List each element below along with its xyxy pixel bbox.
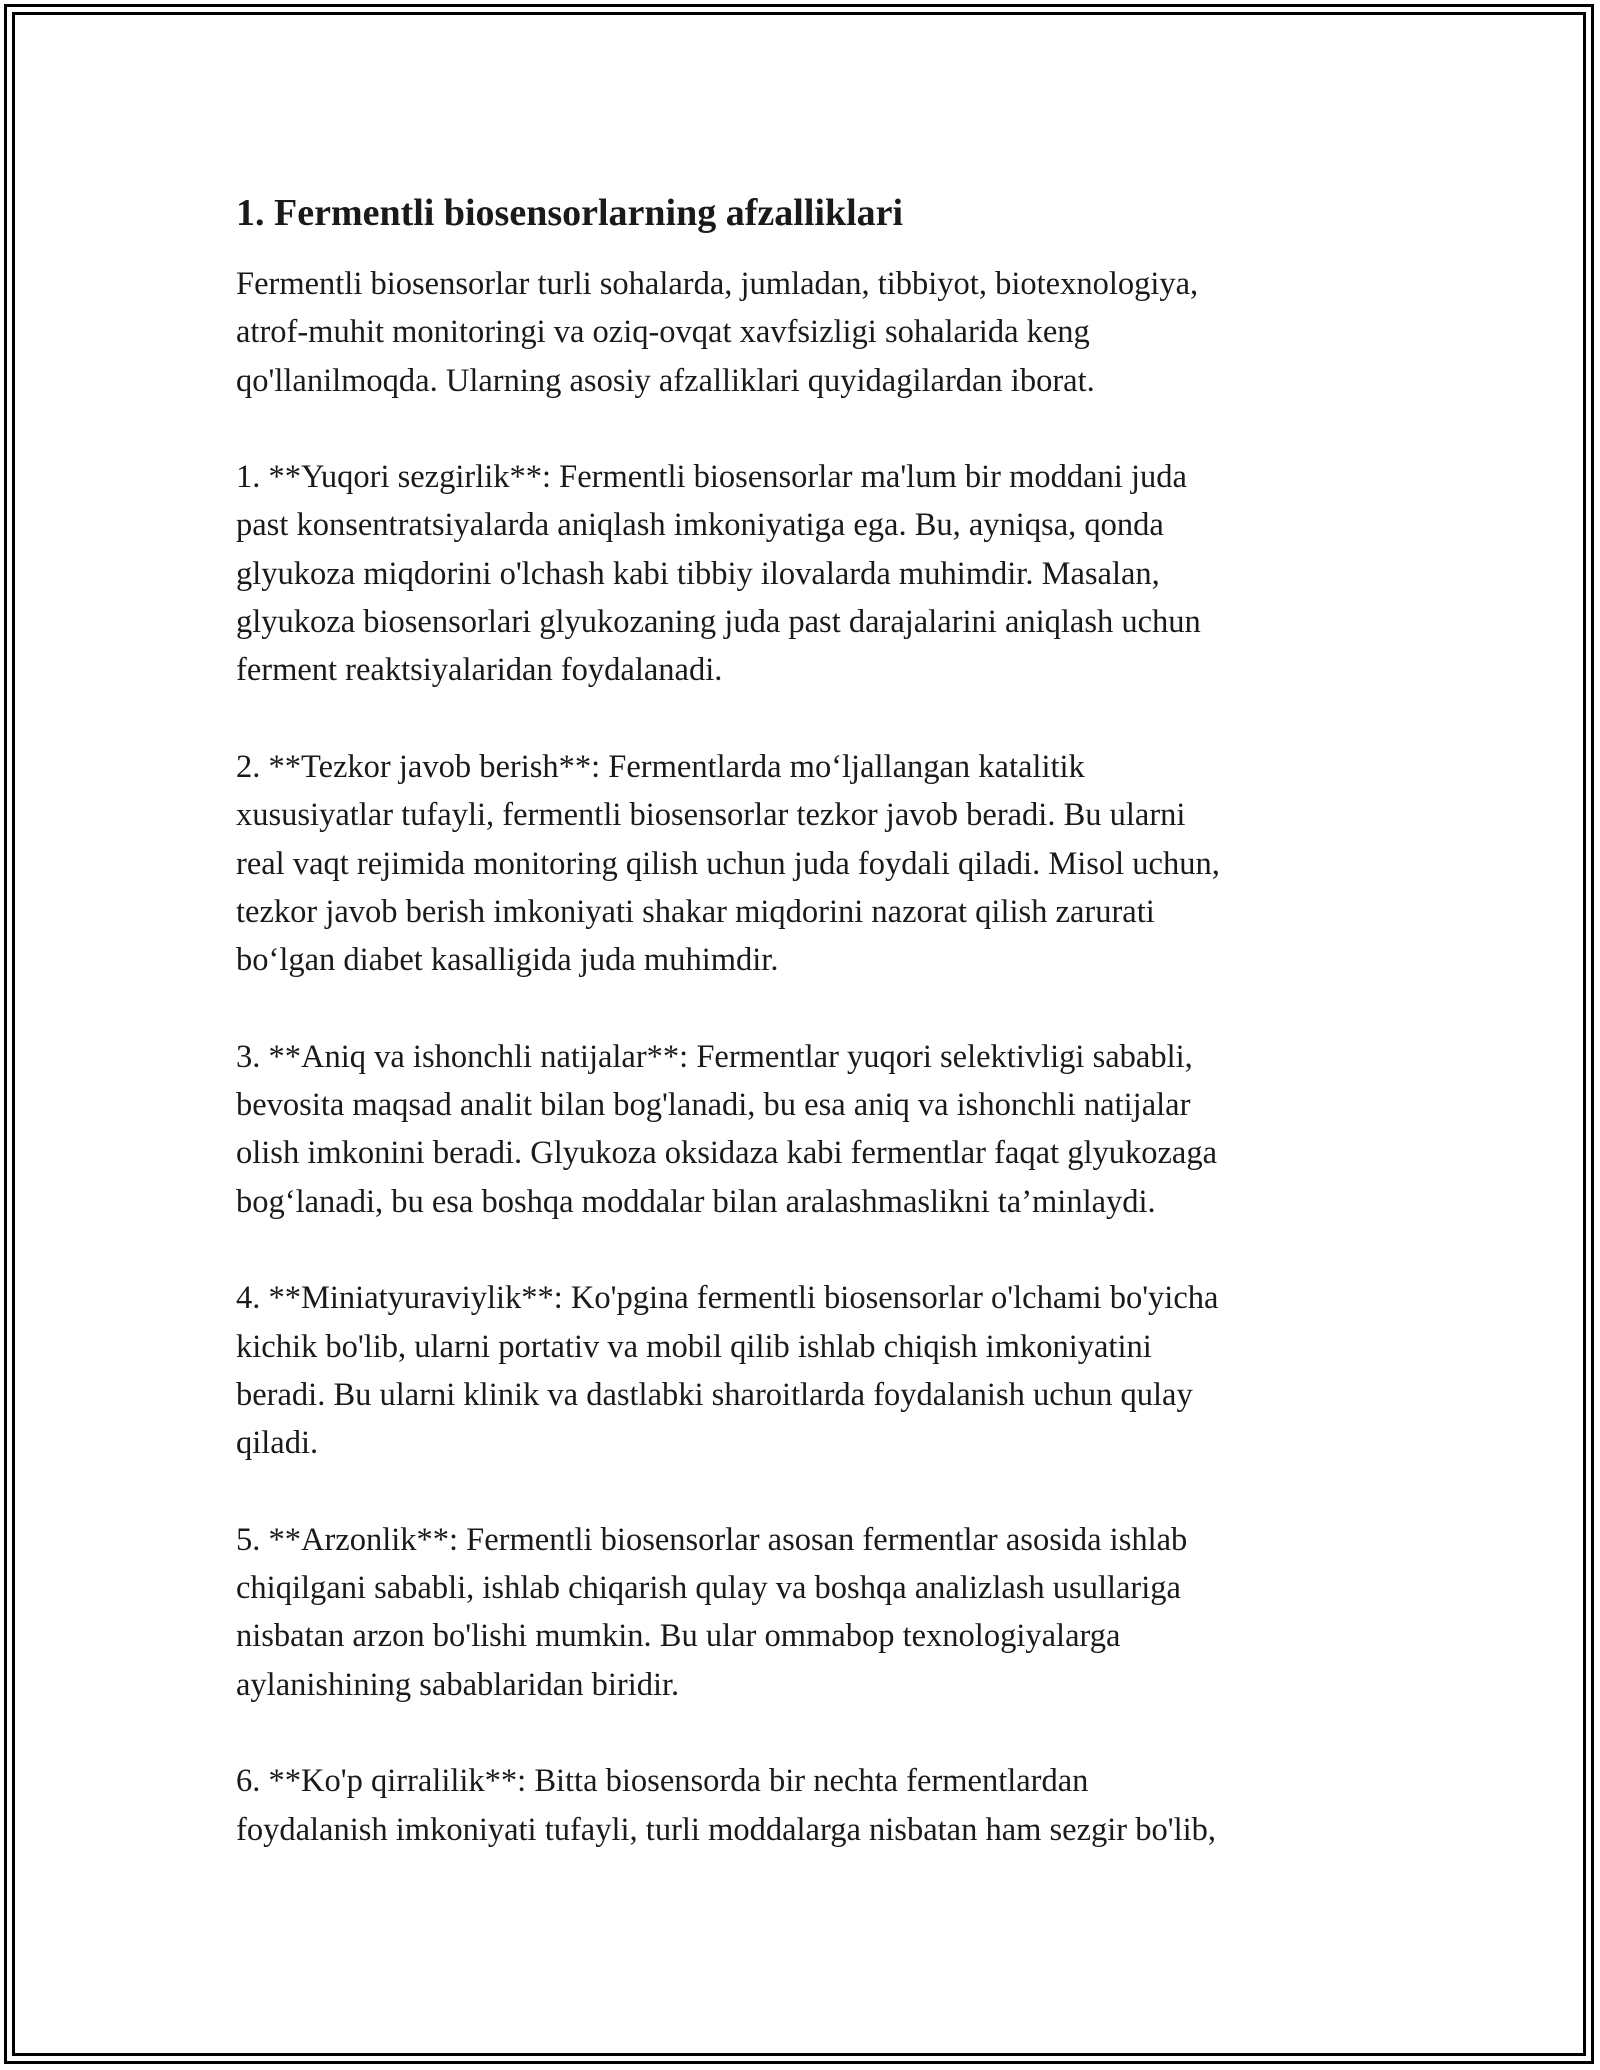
text-line: xususiyatlar tufayli, fermentli biosensorlar tezkor javob beradi. Bu ularni — [236, 797, 1186, 834]
paragraph — [236, 1033, 1366, 1226]
document-title: 1. Fermentli biosensorlarning afzalliklari — [236, 192, 904, 234]
text-line: 1. **Yuqori sezgirlik**: Fermentli biosensorlar ma'lum bir moddani juda — [236, 459, 1187, 496]
text-line: tezkor javob berish imkoniyati shakar miqdorini nazorat qilish zarurati — [236, 893, 1155, 930]
text-line: ferment reaktsiyalaridan foydalanadi. — [236, 652, 723, 689]
text-line: glyukoza biosensorlari glyukozaning juda past darajalarini aniqlash uchun — [236, 604, 1201, 641]
text-line: foydalanish imkoniyati tufayli, turli moddalarga nisbatan ham sezgir bo'lib, — [236, 1811, 1217, 1848]
paragraph — [236, 1757, 1366, 1854]
text-line: qo'llanilmoqda. Ularning asosiy afzalliklari quyidagilardan iborat. — [236, 362, 1095, 399]
text-line: beradi. Bu ularni klinik va dastlabki sharoitlarda foydalanish uchun qulay — [236, 1376, 1193, 1413]
paragraph — [236, 1274, 1366, 1467]
text-line: past konsentratsiyalarda aniqlash imkoniyatiga ega. Bu, ayniqsa, qonda — [236, 507, 1164, 544]
paragraph — [236, 260, 1366, 405]
text-line: real vaqt rejimida monitoring qilish uchun juda foydali qiladi. Misol uchun, — [236, 845, 1220, 882]
text-line: olish imkonini beradi. Glyukoza oksidaza kabi fermentlar faqat glyukozaga — [236, 1135, 1217, 1172]
text-line: atrof-muhit monitoringi va oziq-ovqat xavfsizligi sohalarida keng — [236, 314, 1090, 351]
text-line: bo‘lgan diabet kasalligida juda muhimdir. — [236, 942, 779, 979]
paragraph — [236, 743, 1366, 984]
paragraph-list — [236, 260, 1366, 1854]
text-line: 5. **Arzonlik**: Fermentli biosensorlar asosan fermentlar asosida ishlab — [236, 1521, 1188, 1558]
text-line: Fermentli biosensorlar turli sohalarda, jumladan, tibbiyot, biotexnologiya, — [236, 266, 1199, 302]
text-line: 4. **Miniatyuraviylik**: Ko'pgina fermentli biosensorlar o'lchami bo'yicha — [236, 1280, 1219, 1317]
text-line: chiqilgani sababli, ishlab chiqarish qulay va boshqa analizlash usullariga — [236, 1570, 1181, 1607]
paragraph — [236, 453, 1366, 694]
text-line: nisbatan arzon bo'lishi mumkin. Bu ular ommabop texnologiyalarga — [236, 1618, 1121, 1655]
text-line: kichik bo'lib, ularni portativ va mobil qilib ishlab chiqish imkoniyatini — [236, 1328, 1152, 1365]
text-line: 6. **Ko'p qirralilik**: Bitta biosensorda bir nechta fermentlardan — [236, 1763, 1089, 1800]
text-line: aylanishining sabablaridan biridir. — [236, 1666, 680, 1703]
text-line: bevosita maqsad analit bilan bog'lanadi, bu esa aniq va ishonchli natijalar — [236, 1087, 1191, 1124]
text-line: glyukoza miqdorini o'lchash kabi tibbiy ilovalarda muhimdir. Masalan, — [236, 555, 1160, 592]
paragraph — [236, 1516, 1366, 1709]
document-body — [236, 182, 1366, 1902]
text-line: qiladi. — [236, 1425, 319, 1462]
text-line: 2. **Tezkor javob berish**: Fermentlarda mo‘ljallangan katalitik — [236, 748, 1085, 785]
text-line: 3. **Aniq va ishonchli natijalar**: Fermentlar yuqori selektivligi sababli, — [236, 1038, 1193, 1075]
text-line: bog‘lanadi, bu esa boshqa moddalar bilan aralashmaslikni ta’minlaydi. — [236, 1183, 1156, 1220]
